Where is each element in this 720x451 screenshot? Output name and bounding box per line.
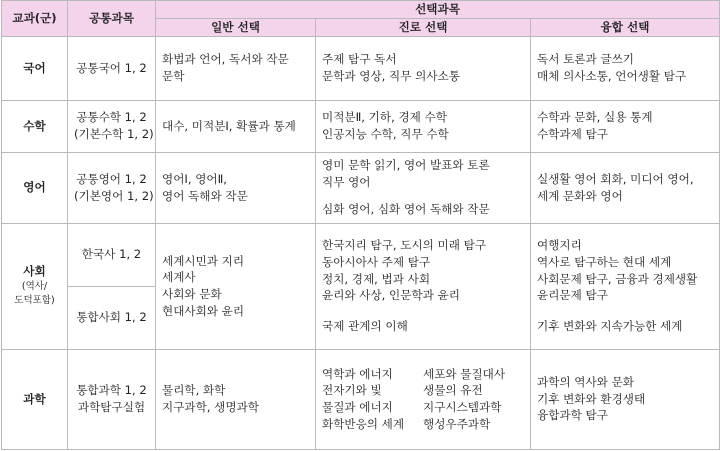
general-english — [156, 152, 316, 223]
fusion-english-line: 세계 문화와 영어 — [537, 188, 623, 203]
fusion-korean — [531, 36, 720, 100]
fusion-math-line: 수학과제 탐구 — [537, 127, 608, 142]
career-science-line: 생물의 유전 — [423, 383, 483, 398]
curriculum-table — [1, 0, 720, 450]
common-social-integrated: 통합사회 1, 2 — [68, 286, 156, 349]
career-math-line: 인공지능 수학, 직무 수학 — [322, 127, 449, 142]
row-english — [2, 152, 720, 223]
common-math — [68, 100, 156, 152]
fusion-social-line: 기후 변화와 지속가능한 세계 — [537, 319, 683, 334]
career-english-line: 직무 영어 — [322, 175, 371, 190]
general-math-line: 대수, 미적분Ⅰ, 확률과 통계 — [162, 118, 296, 133]
career-social-line: 동아시아사 주제 탐구 — [322, 254, 431, 269]
career-science-line: 행성우주과학 — [423, 416, 491, 431]
fusion-social — [531, 223, 720, 349]
career-math-line: 미적분Ⅱ, 기하, 경제 수학 — [322, 110, 447, 125]
general-social-line: 세계사 — [162, 270, 196, 285]
header-common: 공통과목 — [68, 1, 156, 37]
career-science-line: 세포와 물질대사 — [423, 366, 506, 381]
common-science-line: 통합과학 1, 2 — [76, 383, 147, 398]
general-math — [156, 100, 316, 152]
general-social — [156, 223, 316, 349]
general-english-line: 영어 독해와 작문 — [162, 188, 248, 203]
general-science-line: 지구과학, 생명과학 — [162, 400, 259, 415]
general-social-line: 현대사회와 윤리 — [162, 303, 245, 318]
row-math — [2, 100, 720, 152]
subject-korean: 국어 — [2, 36, 68, 100]
career-social-line: 윤리와 사상, 인문학과 윤리 — [322, 288, 460, 303]
career-english — [316, 152, 531, 223]
header-career: 진로 선택 — [316, 18, 531, 36]
fusion-social-line: 사회문제 탐구, 금융과 경제생활 — [537, 271, 698, 286]
general-korean — [156, 36, 316, 100]
career-korean — [316, 36, 531, 100]
subject-social — [2, 223, 68, 349]
header-elective: 선택과목 — [156, 1, 720, 19]
header-general: 일반 선택 — [156, 18, 316, 36]
career-science-line: 지구시스템과학 — [423, 400, 502, 415]
subject-science: 과학 — [2, 349, 68, 449]
career-social-line: 정치, 경제, 법과 사회 — [322, 271, 431, 286]
career-social-line: 국제 관계의 이해 — [322, 319, 408, 334]
fusion-english-line: 실생활 영어 회화, 미디어 영어, — [537, 171, 694, 186]
fusion-social-line: 윤리문제 탐구 — [537, 288, 608, 303]
career-science-right — [423, 366, 524, 433]
common-english-line: 공통영어 1, 2 — [76, 171, 147, 186]
general-social-line: 세계시민과 지리 — [162, 253, 245, 268]
row-social-a — [2, 223, 720, 286]
fusion-social-line: 역사로 탐구하는 현대 세계 — [537, 254, 672, 269]
general-korean-line: 화법과 언어, 독서와 작문 — [162, 52, 289, 67]
subject-social-note: (역사/ — [21, 281, 48, 293]
common-science — [68, 349, 156, 449]
career-science-line: 물질과 에너지 — [322, 400, 393, 415]
fusion-korean-line: 매체 의사소통, 언어생활 탐구 — [537, 69, 687, 84]
career-science-left — [322, 366, 423, 433]
common-math-line: 공통수학 1, 2 — [76, 110, 147, 125]
row-korean — [2, 36, 720, 100]
career-korean-line: 문학과 영상, 직무 의사소통 — [322, 69, 460, 84]
row-science — [2, 349, 720, 449]
common-korean-line: 공통국어 1, 2 — [76, 60, 147, 75]
fusion-science-line: 과학의 역사와 문화 — [537, 374, 634, 389]
fusion-social-line: 여행지리 — [537, 238, 582, 253]
subject-social-note: 도덕포함) — [14, 295, 55, 307]
general-social-line: 사회와 문화 — [162, 287, 222, 302]
common-math-line: (기본수학 1, 2) — [74, 127, 154, 142]
career-science-line: 화학반응의 세계 — [322, 416, 405, 431]
career-social-line: 한국지리 탐구, 도시의 미래 탐구 — [322, 238, 487, 253]
general-science-line: 물리학, 화학 — [162, 383, 226, 398]
header-group: 교과(군) — [2, 1, 68, 37]
fusion-english — [531, 152, 720, 223]
common-social-history: 한국사 1, 2 — [68, 223, 156, 286]
common-korean — [68, 36, 156, 100]
common-english-line: (기본영어 1, 2) — [74, 188, 154, 203]
career-english-line: 심화 영어, 심화 영어 독해와 작문 — [322, 201, 490, 216]
common-english — [68, 152, 156, 223]
fusion-math — [531, 100, 720, 152]
career-science-line: 역학과 에너지 — [322, 366, 393, 381]
career-science — [316, 349, 531, 449]
subject-english: 영어 — [2, 152, 68, 223]
fusion-science-line: 기후 변화와 환경생태 — [537, 391, 646, 406]
subject-social-label: 사회 — [23, 264, 46, 279]
general-korean-line: 문학 — [162, 69, 185, 84]
career-social — [316, 223, 531, 349]
career-math — [316, 100, 531, 152]
career-science-line: 전자기와 빛 — [322, 383, 382, 398]
fusion-korean-line: 독서 토론과 글쓰기 — [537, 52, 634, 67]
fusion-science-line: 융합과학 탐구 — [537, 408, 608, 423]
fusion-science — [531, 349, 720, 449]
fusion-math-line: 수학과 문화, 실용 통계 — [537, 110, 653, 125]
subject-math: 수학 — [2, 100, 68, 152]
general-english-line: 영어Ⅰ, 영어Ⅱ, — [162, 171, 227, 186]
common-science-line: 과학탐구실험 — [77, 400, 146, 415]
career-korean-line: 주제 탐구 독서 — [322, 52, 397, 67]
career-english-line: 영미 문학 읽기, 영어 발표와 토론 — [322, 158, 490, 173]
header-fusion: 융합 선택 — [531, 18, 720, 36]
general-science — [156, 349, 316, 449]
